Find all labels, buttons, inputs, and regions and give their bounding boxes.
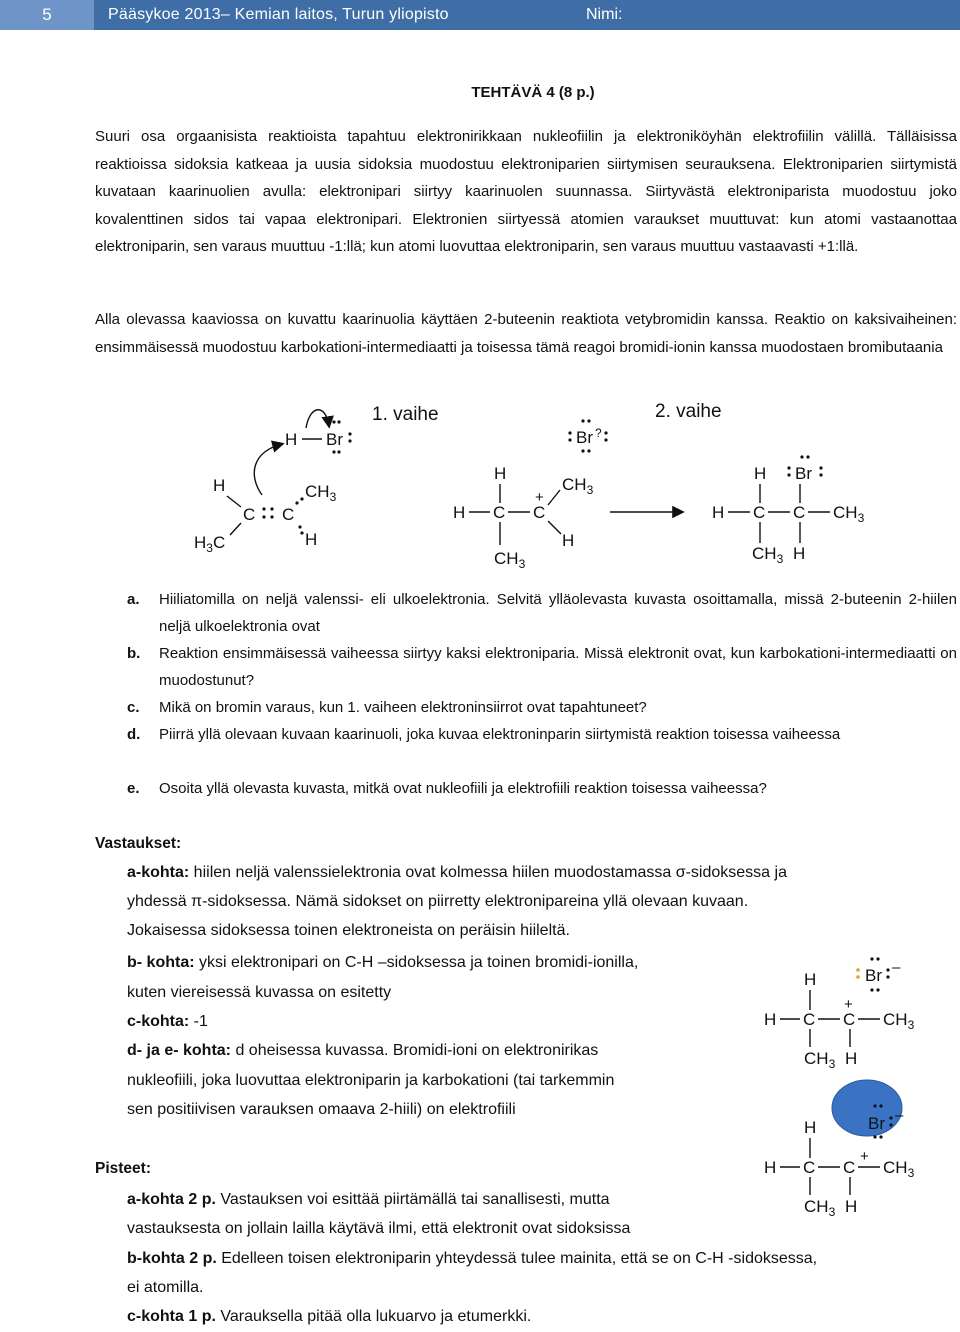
question-text: Piirrä yllä olevaan kuvaan kaarinuoli, joka kuvaa elektroninparin siirtymistä reaktion toisessa vaiheessa	[159, 726, 841, 743]
butene-c2: C	[243, 505, 256, 524]
ans2-h-top: H	[804, 1118, 817, 1137]
step-1-label: 1. vaihe	[372, 404, 439, 425]
cation-c3: C	[533, 503, 546, 522]
product-ch3-right: $CH_3$	[833, 503, 865, 525]
ans2-h-bottom: H	[845, 1197, 858, 1216]
question-text: Osoita yllä olevasta kuvasta, mitkä ovat nukleofiili ja elektrofiili reaktion toisessa vaiheessa?	[159, 780, 767, 797]
ans2-minus: –	[895, 1107, 904, 1124]
hbr-h-atom: H	[285, 430, 298, 449]
cation-ch3-bottom: $CH_3$	[494, 549, 526, 571]
ans2-c2: C	[803, 1158, 816, 1177]
points-b-line-1: b-kohta 2 p. Edelleen toisen elektroniparin yhteydessä tulee mainita, että se on C-H -sidoksessa,	[127, 1250, 818, 1267]
cation-h-top: H	[494, 464, 507, 483]
points-a-line-2: vastauksesta on jollain lailla käytävä ilmi, että elektronit ovat sidoksissa	[127, 1220, 631, 1237]
cation-ch3-right: $CH_3$	[562, 475, 594, 497]
ans1-h-left: H	[764, 1010, 777, 1029]
question-text: Hiiliatomilla on neljä valenssi- eli ulkoelektronia. Selvitä ylläolevasta kuvasta osoittamalla, missä 2-buteenin 2-hiilen neljä ulkoelektronia ovat	[159, 591, 957, 635]
question-label: a.	[127, 591, 140, 608]
butene-c3: C	[282, 505, 295, 524]
ans1-ch3-bottom: $CH_3$	[804, 1049, 836, 1071]
product-c2: C	[753, 503, 766, 522]
page-number: 5	[0, 0, 94, 30]
product-c3: C	[793, 503, 806, 522]
ans1-ch3-right: $CH_3$	[883, 1010, 915, 1032]
question-label: e.	[127, 780, 140, 797]
ans1-c3: C	[843, 1010, 856, 1029]
answer-a-line-1: a-kohta: hiilen neljä valenssielektronia ovat kolmessa hiilen muodostamassa σ-sidoksessa ja	[127, 864, 787, 881]
task-title: TEHTÄVÄ 4 (8 p.)	[471, 84, 595, 101]
answer-de-line-2: nukleofiili, joka luovuttaa elektroniparin ja karbokationi (tai tarkemmin	[127, 1072, 615, 1089]
points-a-line-1: a-kohta 2 p. Vastauksen voi esittää piirtämällä tai sanallisesti, mutta	[127, 1191, 610, 1208]
nucleophile-highlight	[832, 1080, 902, 1136]
ans2-h-left: H	[764, 1158, 777, 1177]
points-b-line-2: ei atomilla.	[127, 1279, 204, 1296]
curved-arrow-pi-bond	[254, 444, 282, 495]
intro-paragraph-2: Alla olevassa kaaviossa on kuvattu kaarinuolia käyttäen 2-buteenin reaktiota vetybromidin kanssa. Reaktio on kaksivaiheinen: ensimmäisessä muodostuu karbokationi-intermediaatti ja toisessa tämä reagoi bromidi-ionin kanssa muodostaen bromibutaania	[95, 311, 957, 356]
question-label: d.	[127, 726, 141, 743]
butene-ch3-left: $H_3C$	[194, 533, 226, 555]
ans1-h-top: H	[804, 970, 817, 989]
ans2-c3: C	[843, 1158, 856, 1177]
product-br: Br	[795, 464, 812, 483]
cation-c2: C	[493, 503, 506, 522]
question-label: c.	[127, 699, 140, 716]
question-label: b.	[127, 645, 141, 662]
cation-h-left: H	[453, 503, 466, 522]
header-title: Pääsykoe 2013– Kemian laitos, Turun yliopisto	[108, 6, 449, 23]
answer-b-line-2: kuten viereisessä kuvassa on esitetty	[127, 984, 392, 1001]
answer-a-line-2: yhdessä π-sidoksessa. Nämä sidokset on piirretty elektronipareina yllä olevaan kuvaan.	[127, 893, 749, 910]
product-h-top: H	[754, 464, 767, 483]
ans1-br: Br	[865, 966, 882, 985]
question-text: Mikä on bromin varaus, kun 1. vaiheen elektroninsiirrot ovat tapahtuneet?	[159, 699, 647, 716]
answers-heading: Vastaukset:	[95, 835, 182, 852]
answer-b-line-1: b- kohta: yksi elektronipari on C-H –sidoksessa ja toinen bromidi-ionilla,	[127, 954, 639, 971]
butene-h-bottom: H	[305, 530, 318, 549]
cation-plus-charge: +	[535, 489, 544, 506]
ans1-plus: +	[844, 996, 853, 1013]
points-c: c-kohta 1 p. Varauksella pitää olla lukuarvo ja etumerkki.	[127, 1308, 532, 1325]
answer-a-line-3: Jokaisessa sidoksessa toinen elektroneista on peräisin hiileltä.	[127, 922, 570, 939]
answer-c: c-kohta: -1	[127, 1013, 208, 1030]
bromide-charge-unknown: ?	[595, 426, 602, 440]
product-ch3-bottom: $CH_3$	[752, 544, 784, 566]
curved-arrow-hbr	[306, 410, 329, 428]
ans1-h-bottom: H	[845, 1049, 858, 1068]
ans1-minus: –	[892, 959, 901, 976]
butene-h-top: H	[213, 476, 226, 495]
ans1-c2: C	[803, 1010, 816, 1029]
name-label: Nimi:	[586, 6, 623, 23]
ans2-ch3-bottom: $CH_3$	[804, 1197, 836, 1219]
butene-ch3-right: $CH_3$	[305, 482, 337, 504]
intro-paragraph-1: Suuri osa orgaanisista reaktioista tapahtuu elektronirikkaan nukleofiilin ja elektroniköyhän elektrofiilin välillä. Tälläisissa reaktioissa sidoksia katkeaa ja uusia sidoksia muodostuu elektroniparien siirtymisen seurauksena. Elektroniparien siirtymistä kuvataan kaarinuolien avulla: elektronipari siirtyy kaarinuolen suunnassa. Siirtyvästä elektroniparista muodostuu joko kovalenttinen sidos tai vapaa elektronipari. Elektronien siirtyessä atomien varaukset muuttuvat: kun atomi vastaanottaa elektroniparin, sen varaus muuttuu -1:llä; kun atomi luovuttaa elektroniparin, sen varaus muuttuu vastaavasti +1:llä.	[95, 128, 957, 255]
cation-h-bottom: H	[562, 531, 575, 550]
ans2-plus: +	[860, 1148, 869, 1165]
bromide-ion-br: Br	[576, 428, 593, 447]
step-2-label: 2. vaihe	[655, 401, 722, 422]
points-heading: Pisteet:	[95, 1160, 151, 1177]
hbr-br-atom: Br	[326, 430, 343, 449]
ans2-ch3-right: $CH_3$	[883, 1158, 915, 1180]
product-h-bottom: H	[793, 544, 806, 563]
product-h-left: H	[712, 503, 725, 522]
ans2-br: Br	[868, 1114, 885, 1133]
question-text: Reaktion ensimmäisessä vaiheessa siirtyy kaksi elektroniparia. Missä elektronit ovat, kun karbokationi-intermediaatti on muodostunut?	[159, 645, 957, 689]
answer-de-line-3: sen positiivisen varauksen omaava 2-hiili) on elektrofiili	[127, 1101, 516, 1118]
answer-de-line-1: d- ja e- kohta: d oheisessa kuvassa. Bromidi-ioni on elektronirikas	[127, 1042, 599, 1059]
